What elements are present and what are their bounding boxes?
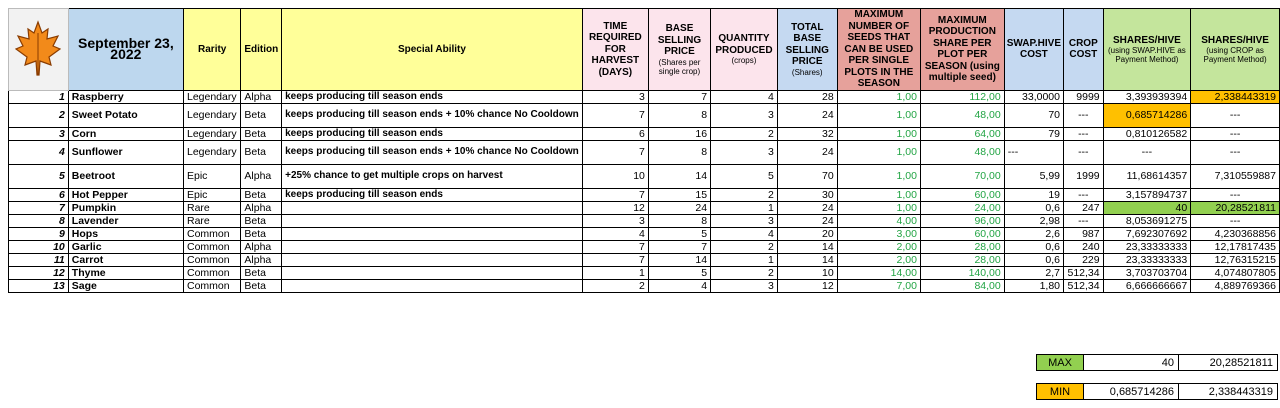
max-production-cell: 84,00: [920, 279, 1004, 292]
crop-cost-cell: ---: [1064, 188, 1104, 201]
date-header: September 23, 2022: [68, 9, 183, 91]
crop-name: Corn: [68, 127, 183, 140]
time-cell: 7: [582, 240, 648, 253]
crop-name: Hot Pepper: [68, 188, 183, 201]
base-price-cell: 16: [648, 127, 710, 140]
total-base-price-cell: 24: [777, 140, 837, 164]
base-price-cell: 24: [648, 201, 710, 214]
max-production-cell: 48,00: [920, 140, 1004, 164]
time-cell: 7: [582, 188, 648, 201]
swap-cost-header: SWAP.HIVE COST: [1004, 9, 1063, 91]
crop-cost-cell: ---: [1064, 103, 1104, 127]
crop-name: Hops: [68, 227, 183, 240]
shares-swap-cell: 3,703703704: [1103, 266, 1191, 279]
quantity-cell: 3: [711, 140, 778, 164]
shares-swap-cell: 23,33333333: [1103, 240, 1191, 253]
table-row: [9, 266, 1280, 279]
row-number: 5: [9, 164, 69, 188]
swap-cost-cell: 1,80: [1004, 279, 1063, 292]
crop-name: Sunflower: [68, 140, 183, 164]
time-cell: 1: [582, 266, 648, 279]
edition-cell: Beta: [241, 127, 282, 140]
time-cell: 2: [582, 279, 648, 292]
edition-cell: Beta: [241, 266, 282, 279]
rarity-cell: Rare: [183, 214, 240, 227]
total-base-price-cell: 10: [777, 266, 837, 279]
shares-swap-cell: 3,393939394: [1103, 90, 1191, 103]
max-seeds-cell: 1,00: [837, 164, 920, 188]
row-number: 10: [9, 240, 69, 253]
max-crop-value: 20,28521811: [1179, 355, 1278, 371]
min-swap-value: 0,685714286: [1084, 384, 1179, 400]
crop-name: Pumpkin: [68, 201, 183, 214]
total-base-header: TOTAL BASE SELLING PRICE (Shares): [777, 9, 837, 91]
crop-cost-header: CROP COST: [1064, 9, 1104, 91]
table-row: [9, 214, 1280, 227]
shares-crop-cell: 12,76315215: [1191, 253, 1280, 266]
special-ability-cell: +25% chance to get multiple crops on harvest: [282, 164, 583, 188]
base-price-cell: 8: [648, 103, 710, 127]
time-cell: 10: [582, 164, 648, 188]
crop-cost-cell: 512,34: [1064, 266, 1104, 279]
max-production-cell: 28,00: [920, 240, 1004, 253]
crop-name: Sage: [68, 279, 183, 292]
crop-name: Raspberry: [68, 90, 183, 103]
base-price-cell: 8: [648, 140, 710, 164]
shares-swap-header: SHARES/HIVE (using SWAP.HIVE as Payment Method): [1103, 9, 1191, 91]
max-production-cell: 112,00: [920, 90, 1004, 103]
swap-cost-cell: 0,6: [1004, 253, 1063, 266]
max-seeds-cell: 4,00: [837, 214, 920, 227]
shares-swap-cell: ---: [1103, 140, 1191, 164]
rarity-cell: Rare: [183, 201, 240, 214]
edition-cell: Beta: [241, 140, 282, 164]
special-ability-cell: [282, 279, 583, 292]
shares-swap-cell: 3,157894737: [1103, 188, 1191, 201]
special-ability-cell: [282, 201, 583, 214]
row-number: 12: [9, 266, 69, 279]
swap-cost-cell: 2,6: [1004, 227, 1063, 240]
special-ability-cell: keeps producing till season ends: [282, 90, 583, 103]
total-base-price-cell: 14: [777, 240, 837, 253]
table-row: [9, 140, 1280, 164]
time-cell: 12: [582, 201, 648, 214]
crop-cost-cell: 240: [1064, 240, 1104, 253]
max-swap-value: 40: [1084, 355, 1179, 371]
row-number: 13: [9, 279, 69, 292]
crop-name: Carrot: [68, 253, 183, 266]
min-label: MIN: [1037, 384, 1084, 400]
rarity-header: Rarity: [183, 9, 240, 91]
special-ability-cell: [282, 240, 583, 253]
shares-swap-cell: 40: [1103, 201, 1191, 214]
max-production-cell: 140,00: [920, 266, 1004, 279]
max-seeds-header: MAXIMUM NUMBER OF SEEDS THAT CAN BE USED PER SINGLE PLOTS IN THE SEASON: [837, 9, 920, 91]
base-price-cell: 5: [648, 266, 710, 279]
edition-header: Edition: [241, 9, 282, 91]
crop-cost-cell: 247: [1064, 201, 1104, 214]
edition-cell: Beta: [241, 227, 282, 240]
total-base-price-cell: 24: [777, 214, 837, 227]
swap-cost-cell: ---: [1004, 140, 1063, 164]
swap-cost-cell: 70: [1004, 103, 1063, 127]
edition-cell: Beta: [241, 214, 282, 227]
max-production-cell: 70,00: [920, 164, 1004, 188]
max-production-cell: 60,00: [920, 188, 1004, 201]
swap-cost-cell: 2,7: [1004, 266, 1063, 279]
table-row: [9, 253, 1280, 266]
time-cell: 7: [582, 253, 648, 266]
total-base-price-cell: 70: [777, 164, 837, 188]
time-cell: 6: [582, 127, 648, 140]
shares-swap-cell: 0,810126582: [1103, 127, 1191, 140]
row-number: 7: [9, 201, 69, 214]
crop-cost-cell: 9999: [1064, 90, 1104, 103]
special-ability-cell: keeps producing till season ends: [282, 188, 583, 201]
max-production-cell: 48,00: [920, 103, 1004, 127]
shares-crop-cell: 20,28521811: [1191, 201, 1280, 214]
rarity-cell: Common: [183, 253, 240, 266]
total-base-price-cell: 30: [777, 188, 837, 201]
max-seeds-cell: 1,00: [837, 90, 920, 103]
special-ability-header: Special Ability: [282, 9, 583, 91]
crop-name: Sweet Potato: [68, 103, 183, 127]
quantity-cell: 3: [711, 103, 778, 127]
swap-cost-cell: 19: [1004, 188, 1063, 201]
shares-swap-cell: 6,666666667: [1103, 279, 1191, 292]
shares-crop-cell: 7,310559887: [1191, 164, 1280, 188]
shares-crop-cell: ---: [1191, 188, 1280, 201]
table-row: [9, 164, 1280, 188]
crop-table: [8, 8, 1280, 293]
crop-name: Garlic: [68, 240, 183, 253]
base-price-cell: 14: [648, 253, 710, 266]
max-production-cell: 64,00: [920, 127, 1004, 140]
total-base-price-cell: 12: [777, 279, 837, 292]
swap-cost-cell: 0,6: [1004, 201, 1063, 214]
min-crop-value: 2,338443319: [1179, 384, 1278, 400]
table-row: [9, 127, 1280, 140]
rarity-cell: Common: [183, 240, 240, 253]
max-production-cell: 60,00: [920, 227, 1004, 240]
base-price-cell: 15: [648, 188, 710, 201]
shares-crop-cell: 12,17817435: [1191, 240, 1280, 253]
table-row: [9, 103, 1280, 127]
time-header: TIME REQUIRED FOR HARVEST (DAYS): [582, 9, 648, 91]
total-base-price-cell: 24: [777, 103, 837, 127]
special-ability-cell: [282, 214, 583, 227]
max-seeds-cell: 1,00: [837, 188, 920, 201]
edition-cell: Alpha: [241, 240, 282, 253]
total-base-price-cell: 20: [777, 227, 837, 240]
shares-crop-cell: 4,230368856: [1191, 227, 1280, 240]
shares-swap-cell: 8,053691275: [1103, 214, 1191, 227]
max-seeds-cell: 1,00: [837, 103, 920, 127]
base-price-cell: 4: [648, 279, 710, 292]
crop-cost-cell: ---: [1064, 214, 1104, 227]
max-production-header: MAXIMUM PRODUCTION SHARE PER PLOT PER SEASON (using multiple seed): [920, 9, 1004, 91]
max-seeds-cell: 1,00: [837, 127, 920, 140]
row-number: 8: [9, 214, 69, 227]
row-number: 6: [9, 188, 69, 201]
table-row: [9, 279, 1280, 292]
crop-cost-cell: 229: [1064, 253, 1104, 266]
quantity-cell: 2: [711, 127, 778, 140]
rarity-cell: Legendary: [183, 103, 240, 127]
total-base-price-cell: 24: [777, 201, 837, 214]
rarity-cell: Legendary: [183, 127, 240, 140]
table-row: [9, 240, 1280, 253]
edition-cell: Alpha: [241, 253, 282, 266]
special-ability-cell: keeps producing till season ends + 10% chance No Cooldown: [282, 140, 583, 164]
row-number: 1: [9, 90, 69, 103]
min-summary: [1036, 383, 1278, 400]
edition-cell: Beta: [241, 188, 282, 201]
swap-cost-cell: 79: [1004, 127, 1063, 140]
time-cell: 3: [582, 214, 648, 227]
table-row: [9, 188, 1280, 201]
swap-cost-cell: 0,6: [1004, 240, 1063, 253]
quantity-cell: 4: [711, 90, 778, 103]
quantity-cell: 5: [711, 164, 778, 188]
shares-crop-cell: 4,074807805: [1191, 266, 1280, 279]
special-ability-cell: [282, 227, 583, 240]
crop-cost-cell: 987: [1064, 227, 1104, 240]
time-cell: 7: [582, 140, 648, 164]
time-cell: 3: [582, 90, 648, 103]
max-seeds-cell: 1,00: [837, 140, 920, 164]
quantity-cell: 1: [711, 201, 778, 214]
row-number: 3: [9, 127, 69, 140]
rarity-cell: Common: [183, 279, 240, 292]
base-price-header: BASE SELLING PRICE (Shares per single crop): [648, 9, 710, 91]
max-summary: [1036, 354, 1278, 371]
logo-cell: [9, 9, 69, 91]
table-row: [9, 90, 1280, 103]
total-base-price-cell: 32: [777, 127, 837, 140]
max-production-cell: 24,00: [920, 201, 1004, 214]
max-seeds-cell: 1,00: [837, 201, 920, 214]
row-number: 2: [9, 103, 69, 127]
time-cell: 7: [582, 103, 648, 127]
special-ability-cell: keeps producing till season ends: [282, 127, 583, 140]
special-ability-cell: keeps producing till season ends + 10% chance No Cooldown: [282, 103, 583, 127]
quantity-cell: 3: [711, 279, 778, 292]
rarity-cell: Common: [183, 227, 240, 240]
table-row: [9, 227, 1280, 240]
max-seeds-cell: 3,00: [837, 227, 920, 240]
base-price-cell: 7: [648, 240, 710, 253]
max-production-cell: 96,00: [920, 214, 1004, 227]
swap-cost-cell: 2,98: [1004, 214, 1063, 227]
table-row: [9, 201, 1280, 214]
shares-swap-cell: 11,68614357: [1103, 164, 1191, 188]
row-number: 9: [9, 227, 69, 240]
base-price-cell: 7: [648, 90, 710, 103]
edition-cell: Beta: [241, 103, 282, 127]
quantity-cell: 2: [711, 188, 778, 201]
crop-cost-cell: ---: [1064, 127, 1104, 140]
edition-cell: Alpha: [241, 201, 282, 214]
quantity-cell: 3: [711, 214, 778, 227]
special-ability-cell: [282, 253, 583, 266]
max-seeds-cell: 7,00: [837, 279, 920, 292]
swap-cost-cell: 33,0000: [1004, 90, 1063, 103]
base-price-cell: 5: [648, 227, 710, 240]
quantity-cell: 2: [711, 240, 778, 253]
total-base-price-cell: 28: [777, 90, 837, 103]
base-price-cell: 14: [648, 164, 710, 188]
row-number: 4: [9, 140, 69, 164]
shares-crop-header: SHARES/HIVE (using CROP as Payment Method): [1191, 9, 1280, 91]
rarity-cell: Epic: [183, 188, 240, 201]
max-label: MAX: [1037, 355, 1084, 371]
quantity-header: QUANTITY PRODUCED (crops): [711, 9, 778, 91]
rarity-cell: Legendary: [183, 140, 240, 164]
maple-leaf-icon: [15, 19, 61, 79]
shares-swap-cell: 0,685714286: [1103, 103, 1191, 127]
special-ability-cell: [282, 266, 583, 279]
shares-crop-cell: ---: [1191, 103, 1280, 127]
quantity-cell: 2: [711, 266, 778, 279]
rarity-cell: Epic: [183, 164, 240, 188]
crop-cost-cell: 512,34: [1064, 279, 1104, 292]
crop-name: Thyme: [68, 266, 183, 279]
crop-cost-cell: 1999: [1064, 164, 1104, 188]
rarity-cell: Legendary: [183, 90, 240, 103]
swap-cost-cell: 5,99: [1004, 164, 1063, 188]
max-seeds-cell: 14,00: [837, 266, 920, 279]
row-number: 11: [9, 253, 69, 266]
total-base-price-cell: 14: [777, 253, 837, 266]
shares-crop-cell: ---: [1191, 140, 1280, 164]
max-seeds-cell: 2,00: [837, 240, 920, 253]
shares-crop-cell: ---: [1191, 127, 1280, 140]
edition-cell: Alpha: [241, 164, 282, 188]
crop-name: Lavender: [68, 214, 183, 227]
max-production-cell: 28,00: [920, 253, 1004, 266]
shares-crop-cell: 2,338443319: [1191, 90, 1280, 103]
base-price-cell: 8: [648, 214, 710, 227]
edition-cell: Alpha: [241, 90, 282, 103]
quantity-cell: 4: [711, 227, 778, 240]
quantity-cell: 1: [711, 253, 778, 266]
shares-swap-cell: 7,692307692: [1103, 227, 1191, 240]
shares-crop-cell: 4,889769366: [1191, 279, 1280, 292]
rarity-cell: Common: [183, 266, 240, 279]
max-seeds-cell: 2,00: [837, 253, 920, 266]
crop-cost-cell: ---: [1064, 140, 1104, 164]
header-row: [9, 9, 1280, 91]
time-cell: 4: [582, 227, 648, 240]
crop-name: Beetroot: [68, 164, 183, 188]
edition-cell: Beta: [241, 279, 282, 292]
shares-swap-cell: 23,33333333: [1103, 253, 1191, 266]
shares-crop-cell: ---: [1191, 214, 1280, 227]
